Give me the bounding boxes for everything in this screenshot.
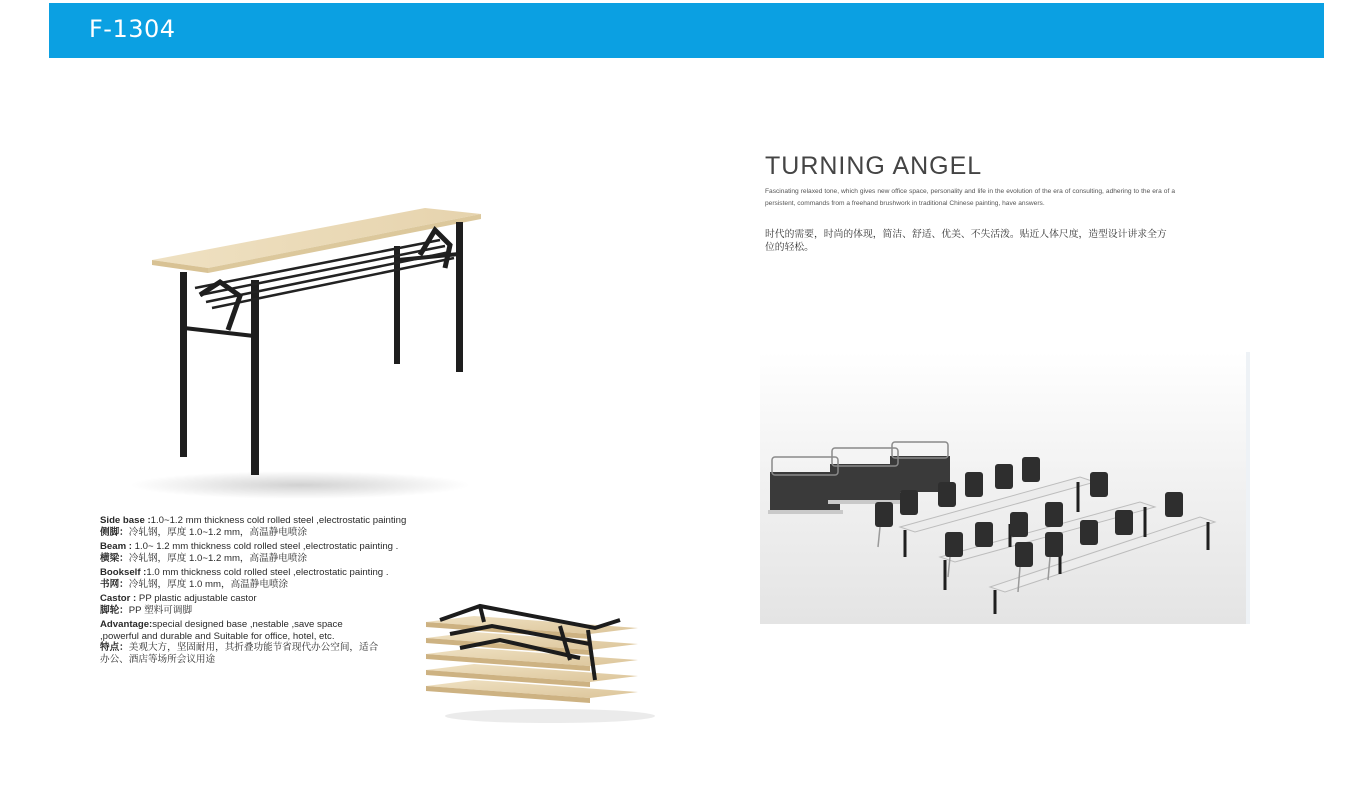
spec-label: Bookself : <box>100 567 147 578</box>
spec-advantage <box>100 619 440 665</box>
spec-label: Side base : <box>100 515 151 526</box>
stacked-folding-tables-icon <box>420 600 660 725</box>
spec-cn-label: 横梁： <box>100 552 129 564</box>
advantage-label: Advantage: <box>100 619 153 630</box>
spec-cn-label: 书网： <box>100 578 129 590</box>
spec-beam <box>100 541 440 564</box>
tagline-english: Fascinating relaxed tone, which gives new office space, personality and life in the evolution of the era of consulting, adhering to the era of a persistent, commands from a freehand brushwork in traditional Chinese painting, have answers. <box>765 188 1175 207</box>
spec-cn-label: 脚轮： <box>100 604 129 616</box>
spec-en: PP plastic adjustable castor <box>138 593 257 604</box>
spec-cn: 冷轧钢，厚度 1.0 mm，高温静电喷涂 <box>128 578 289 590</box>
classroom-layout-icon <box>760 352 1250 624</box>
spec-en: 1.0~ 1.2 mm thickness cold rolled steel ,electrostatic painting . <box>134 541 399 552</box>
tagline-chinese: 时代的需要，时尚的体现，简洁、舒适、优美、不失活泼。贴近人体尺度，造型设计讲求全方位的轻松。 <box>765 229 1167 253</box>
spec-castor <box>100 593 440 616</box>
folding-table-icon <box>100 200 500 500</box>
spec-cn: PP 塑料可调脚 <box>128 604 193 616</box>
advantage-en-line1: special designed base ,nestable ,save space <box>152 619 343 630</box>
advantage-cn-label: 特点： <box>100 642 129 653</box>
advantage-en-line2: ,powerful and durable and Suitable for office, hotel, etc. <box>100 630 335 642</box>
header-bar <box>49 3 1324 58</box>
spec-bookself <box>100 567 440 590</box>
tagline-title: TURNING ANGEL <box>765 152 983 180</box>
spec-side-base <box>100 515 440 538</box>
advantage-cn-line2: 办公、酒店等场所会议用途 <box>100 653 216 665</box>
specifications <box>100 515 440 668</box>
spec-label: Beam : <box>100 541 135 552</box>
spec-cn: 冷轧钢，厚度 1.0~1.2 mm，高温静电喷涂 <box>128 552 308 564</box>
spec-cn-label: 侧脚： <box>100 526 129 538</box>
spec-en: 1.0~1.2 mm thickness cold rolled steel ,electrostatic painting <box>150 515 407 526</box>
spec-en: 1.0 mm thickness cold rolled steel ,electrostatic painting . <box>146 567 389 578</box>
model-code: F-1304 <box>89 15 176 43</box>
spec-cn: 冷轧钢，厚度 1.0~1.2 mm，高温静电喷涂 <box>128 526 308 538</box>
spec-label: Castor : <box>100 593 139 604</box>
advantage-cn-line1: 美观大方，坚固耐用，其折叠功能节省现代办公空间，适合 <box>128 642 379 653</box>
